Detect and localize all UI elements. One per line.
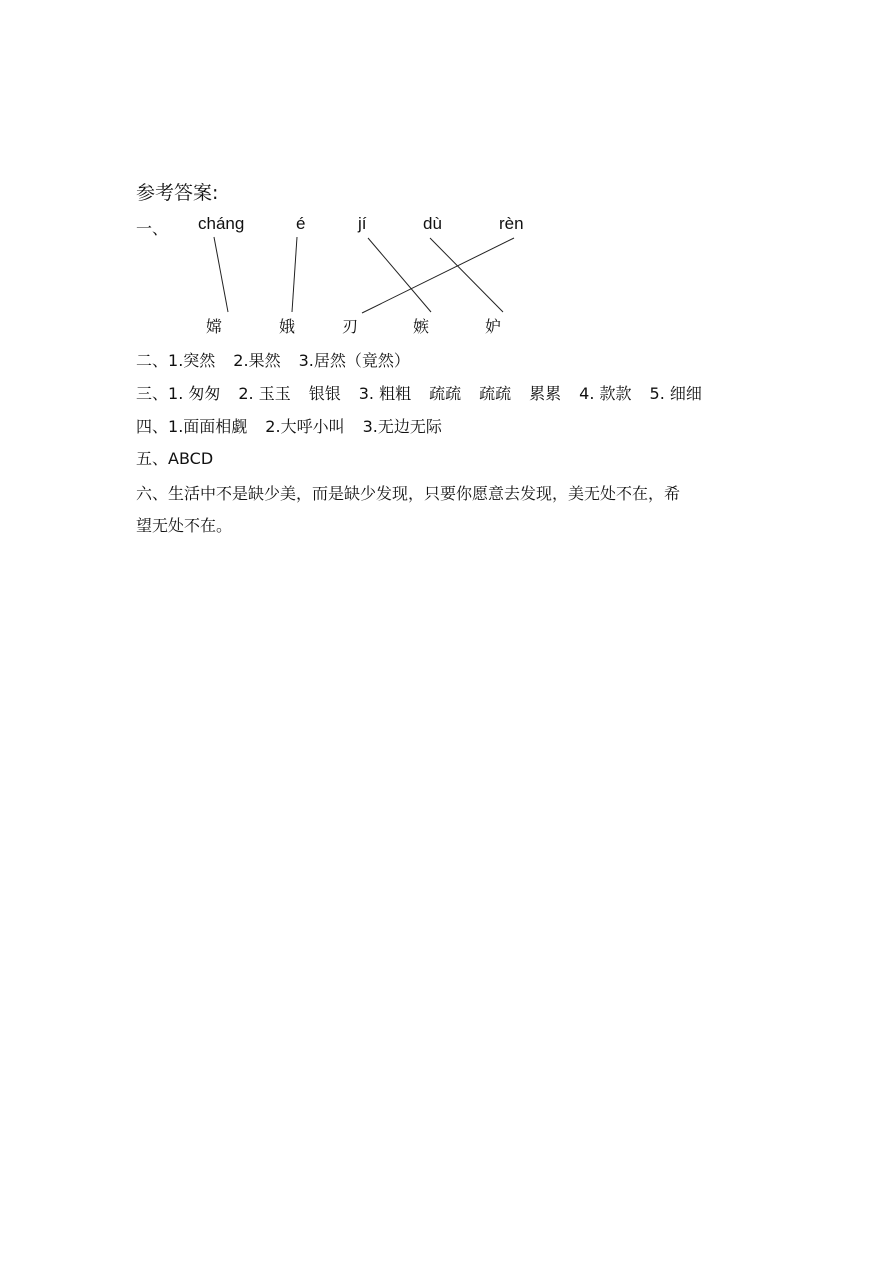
q6-line-1 <box>136 478 758 510</box>
q3-item-4: 3. 粗粗 <box>358 384 412 403</box>
match-line-2 <box>292 237 297 312</box>
pinyin-5: rèn <box>499 214 524 233</box>
q3-item-1: 1. 匆匆 <box>168 384 221 403</box>
q2-label: 二、 <box>136 351 169 370</box>
q2-item-1: 1.突然 <box>168 351 216 370</box>
char-4: 嫉 <box>413 317 430 336</box>
q6-text-1: 生活中不是缺少美，而是缺少发现，只要你愿意去发现，美无处不在，希 <box>168 484 681 503</box>
pinyin-4: dù <box>423 214 442 233</box>
match-line-1 <box>214 237 228 312</box>
char-1: 嫦 <box>206 317 223 336</box>
pinyin-2: é <box>296 214 306 233</box>
page-title: 参考答案: <box>136 182 219 204</box>
q3-item-8: 4. 款款 <box>579 384 632 403</box>
q3-item-5: 疏疏 <box>429 384 462 403</box>
q4-item-1: 1.面面相觑 <box>168 417 248 436</box>
char-3: 刃 <box>342 317 359 336</box>
q3-item-2: 2. 玉玉 <box>238 384 291 403</box>
q3-item-3: 银银 <box>308 384 341 403</box>
q5-label: 五、 <box>136 449 169 468</box>
q6-line-2: 望无处不在。 <box>136 516 233 535</box>
q3-item-7: 累累 <box>529 384 562 403</box>
q4-label: 四、 <box>136 417 169 436</box>
q1-label: 一、 <box>136 219 169 238</box>
q3-label: 三、 <box>136 384 169 403</box>
q3-line <box>136 381 702 404</box>
q6-paragraph <box>136 478 758 542</box>
q5-line <box>136 446 213 469</box>
char-2: 娥 <box>279 317 296 336</box>
q2-item-2: 2.果然 <box>233 351 281 370</box>
char-5: 妒 <box>485 317 502 336</box>
match-line-3 <box>368 238 431 312</box>
pinyin-3: jí <box>358 214 367 233</box>
q3-item-6: 疏疏 <box>479 384 512 403</box>
q2-item-3: 3.居然（竟然） <box>298 351 410 370</box>
q5-answer: ABCD <box>168 449 214 468</box>
q6-label: 六、 <box>136 484 169 503</box>
match-line-5 <box>362 238 514 313</box>
q4-item-3: 3.无边无际 <box>362 417 442 436</box>
q4-item-2: 2.大呼小叫 <box>265 417 345 436</box>
q3-item-9: 5. 细细 <box>649 384 702 403</box>
q2-line <box>136 348 410 371</box>
q4-line <box>136 414 442 437</box>
pinyin-1: cháng <box>198 214 245 233</box>
